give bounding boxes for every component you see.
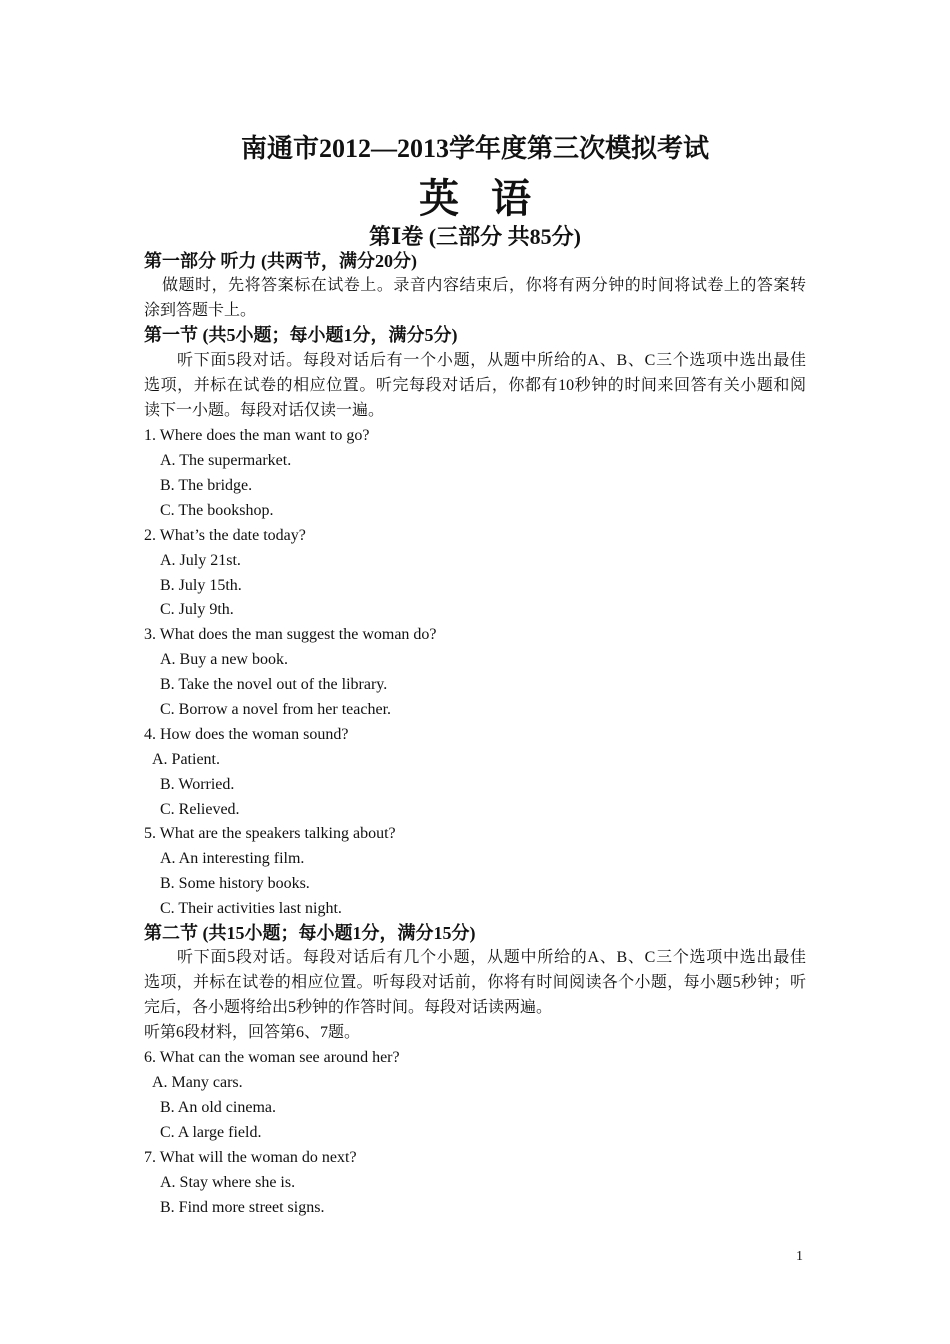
part1-instruction-line: 做题时，先将答案标在试卷上。录音内容结束后，你将有两分钟的时间将试卷上的答案转 bbox=[162, 277, 806, 294]
option-c: C. A large field. bbox=[160, 1124, 262, 1141]
section1-instruction-line: 选项，并标在试卷的相应位置。听完每段对话后，你都有10秒钟的时间来回答有关小题和阅 bbox=[144, 377, 806, 394]
section2-heading: 第二节 (共15小题；每小题1分，满分15分) bbox=[144, 923, 476, 943]
section2-instruction-line: 选项，并标在试卷的相应位置。听每段对话前，你将有时间阅读各个小题，每小题5秒钟；听 bbox=[144, 974, 806, 991]
option-b: B. Take the novel out of the library. bbox=[160, 676, 388, 693]
section1-instruction-line: 听下面5段对话。每段对话后有一个小题，从题中所给的A、B、C三个选项中选出最佳 bbox=[177, 352, 806, 369]
question-5: 5. What are the speakers talking about? bbox=[144, 825, 396, 842]
question-1: 1. Where does the man want to go? bbox=[144, 427, 370, 444]
option-a: A. July 21st. bbox=[160, 552, 241, 569]
option-c: C. July 9th. bbox=[160, 601, 234, 618]
page-number: 1 bbox=[796, 1249, 803, 1264]
question-6: 6. What can the woman see around her? bbox=[144, 1049, 400, 1066]
question-2: 2. What’s the date today? bbox=[144, 527, 306, 544]
option-b: B. Worried. bbox=[160, 776, 235, 793]
part1-heading: 第一部分 听力 (共两节，满分20分) bbox=[144, 251, 417, 271]
option-a: A. Buy a new book. bbox=[160, 651, 288, 668]
option-c: C. Relieved. bbox=[160, 801, 240, 818]
section2-instruction-line: 完后，各小题将给出5秒钟的作答时间。每段对话读两遍。 bbox=[144, 999, 553, 1016]
option-b: B. An old cinema. bbox=[160, 1099, 276, 1116]
option-b: B. July 15th. bbox=[160, 577, 242, 594]
option-c: C. The bookshop. bbox=[160, 502, 274, 519]
option-a: A. Patient. bbox=[152, 751, 220, 768]
option-a: A. The supermarket. bbox=[160, 452, 292, 469]
section1-instruction-line: 读下一小题。每段对话仅读一遍。 bbox=[144, 402, 385, 419]
section1-heading: 第一节 (共5小题；每小题1分，满分5分) bbox=[144, 325, 458, 345]
question-4: 4. How does the woman sound? bbox=[144, 726, 349, 743]
part1-instruction-line: 涂到答题卡上。 bbox=[144, 302, 257, 319]
option-b: B. Find more street signs. bbox=[160, 1199, 325, 1216]
option-a: A. Stay where she is. bbox=[160, 1174, 296, 1191]
option-c: C. Borrow a novel from her teacher. bbox=[160, 701, 392, 718]
question-7: 7. What will the woman do next? bbox=[144, 1149, 357, 1166]
subject-title: 英语 bbox=[419, 176, 563, 221]
material-note: 听第6段材料，回答第6、7题。 bbox=[144, 1024, 361, 1041]
option-b: B. The bridge. bbox=[160, 477, 253, 494]
option-c: C. Their activities last night. bbox=[160, 900, 342, 917]
option-b: B. Some history books. bbox=[160, 875, 310, 892]
question-3: 3. What does the man suggest the woman do? bbox=[144, 626, 437, 643]
section2-instruction-line: 听下面5段对话。每段对话后有几个小题，从题中所给的A、B、C三个选项中选出最佳 bbox=[177, 949, 806, 966]
option-a: A. Many cars. bbox=[152, 1074, 243, 1091]
exam-title: 南通市2012—2013学年度第三次模拟考试 bbox=[240, 134, 709, 163]
volume-title: 第Ⅰ卷 (三部分 共85分) bbox=[369, 224, 581, 249]
option-a: A. An interesting film. bbox=[160, 850, 305, 867]
